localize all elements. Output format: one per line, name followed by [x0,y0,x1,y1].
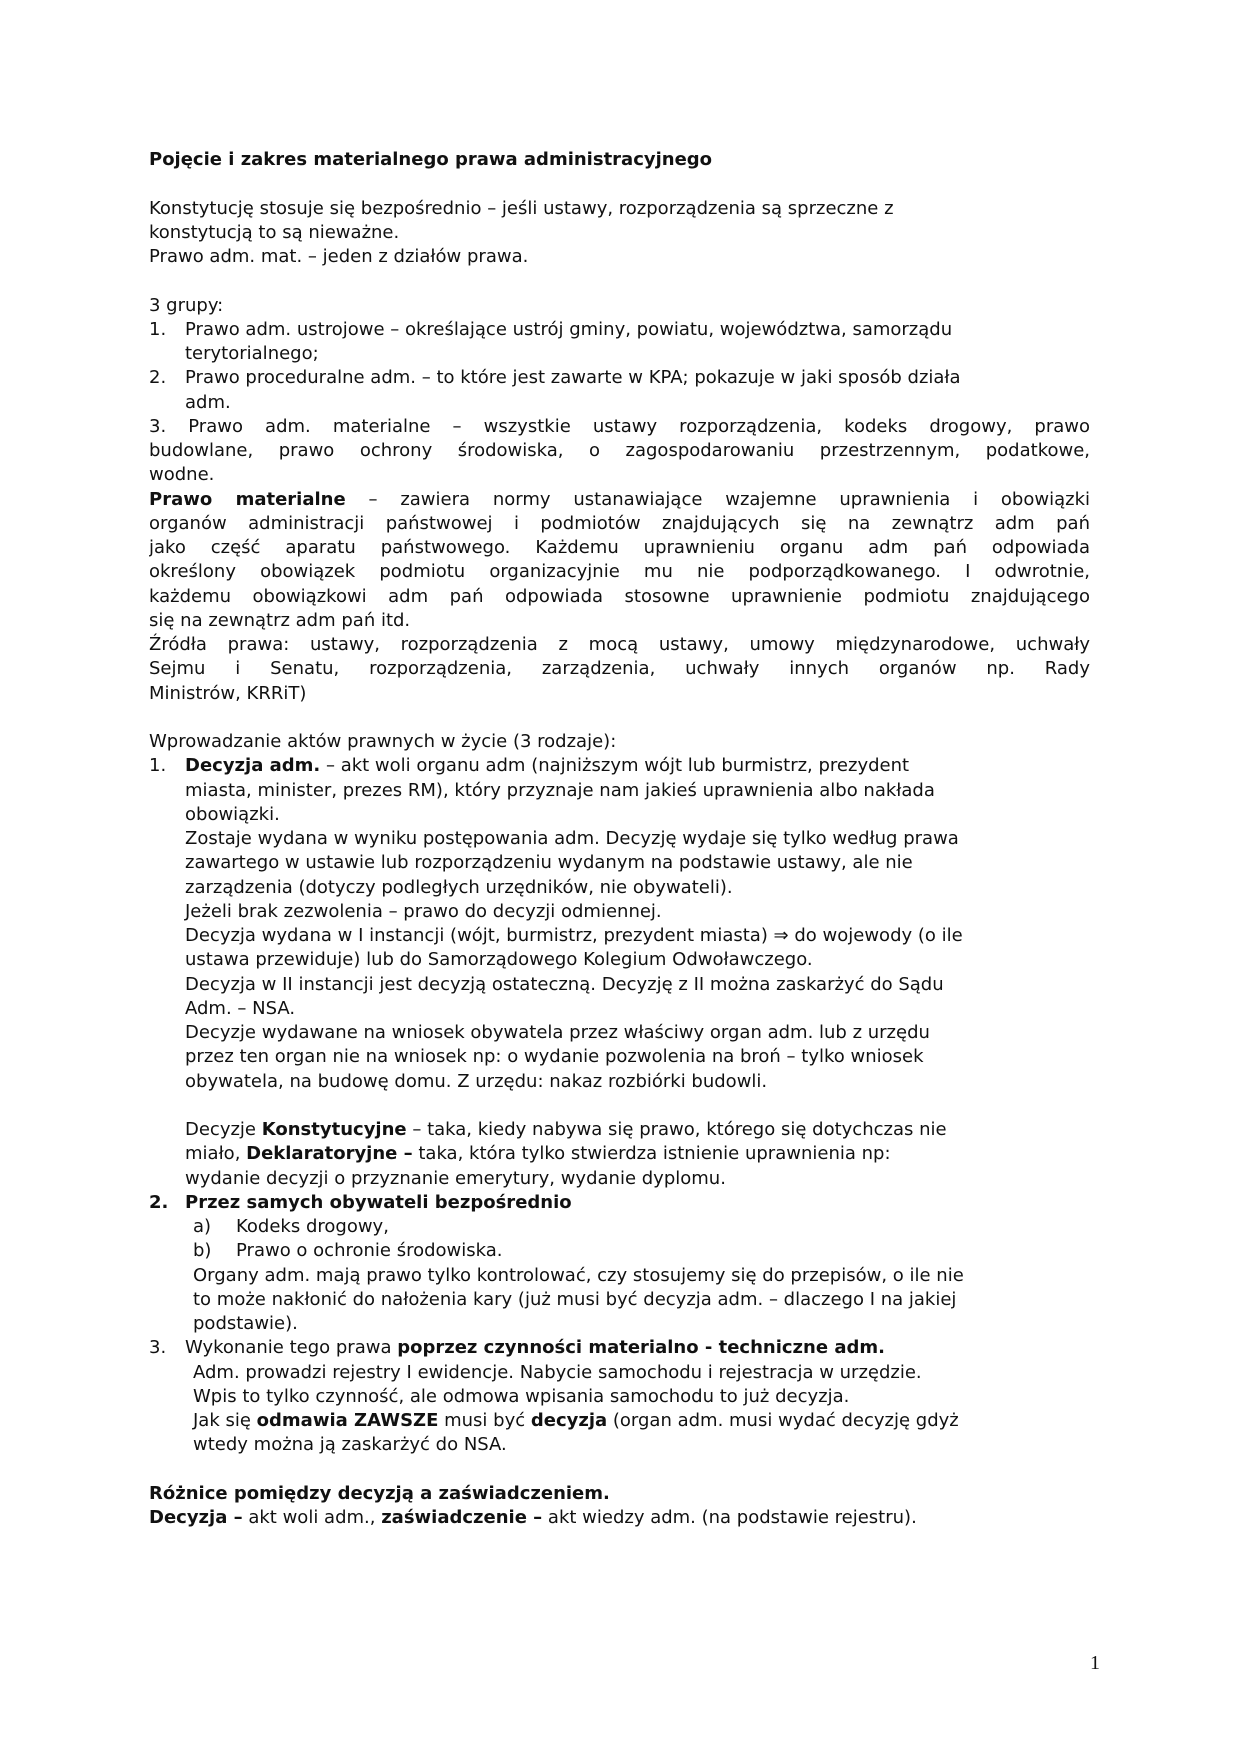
bold-text: Przez samych obywateli bezpośrednio [185,1191,572,1213]
text-line [149,997,1090,1021]
text: – taka, kiedy nabywa się prawo, którego się dotychczas nie [406,1119,947,1140]
text-line [149,1482,1090,1506]
text: określony obowiązek podmiotu organizacyjnie mu nie podporządkowanego. I odwrotnie, [149,561,1090,583]
text-line [149,657,1090,681]
blank-line [149,706,1090,730]
text: obowiązki. [185,803,280,825]
text-line [149,415,1090,439]
text-line [149,900,1090,924]
text: Prawo adm. ustrojowe – określające ustrój gminy, powiatu, województwa, samorządu [185,318,953,340]
text-line [149,633,1090,657]
text: adm. [185,391,231,413]
text-line [149,1142,1090,1166]
text-line [149,148,1090,172]
text: się na zewnątrz adm pań itd. [149,609,411,631]
text-line [149,973,1090,997]
text-line [149,366,1090,390]
list-marker: a) [193,1216,212,1237]
bold-text: Prawo materialne [149,488,346,510]
text: Kodeks drogowy, [236,1216,389,1237]
text-line [149,294,1090,318]
text-line [149,779,1090,803]
text-line [149,1361,1090,1385]
text: Decyzje wydawane na wniosek obywatela przez właściwy organ adm. lub z urzędu [185,1022,930,1043]
text-line [149,463,1090,487]
text: Organy adm. mają prawo tylko kontrolować, czy stosujemy się do przepisów, o ile nie [193,1264,964,1286]
blank-line [149,172,1090,196]
text: Źródła prawa: ustawy, rozporządzenia z mocą ustawy, umowy międzynarodowe, uchwały [149,634,1090,655]
text: miasta, minister, prezes RM), który przyznaje nam jakieś uprawnienia albo nakłada [185,779,935,801]
text: Prawo adm. mat. – jeden z działów prawa. [149,246,529,267]
document-body [149,148,1090,1530]
text: 3 grupy: [149,294,224,316]
bold-text: decyzja [530,1410,608,1431]
text: akt wiedzy adm. (na podstawie rejestru). [542,1507,917,1528]
text-line [149,1336,1090,1360]
list-marker: b) [193,1240,212,1262]
text: wtedy można ją zaskarżyć do NSA. [193,1434,507,1456]
text: 3. Prawo adm. materialne – wszystkie ustawy rozporządzenia, kodeks drogowy, prawo [149,415,1090,437]
text-line [149,803,1090,827]
text: podstawie). [193,1313,298,1334]
text-line [149,342,1090,366]
text: Decyzje [185,1119,262,1140]
text: Jeżeli brak zezwolenia – prawo do decyzji odmiennej. [185,900,662,922]
bold-text: Konstytucyjne [261,1119,407,1140]
text-line [149,682,1090,706]
bold-text: Pojęcie i zakres materialnego prawa administracyjnego [149,149,713,170]
text: wydanie decyzji o przyznanie emerytury, wydanie dyplomu. [185,1167,726,1189]
text: musi być [438,1410,531,1431]
text: jako część aparatu państwowego. Każdemu uprawnieniu organu adm pań odpowiada [149,537,1090,558]
text: Zostaje wydana w wyniku postępowania adm. Decyzję wydaje się tylko według prawa [185,828,959,849]
bold-text: Deklaratoryjne – [246,1143,413,1165]
text-line [149,1045,1090,1069]
text-line [149,221,1090,245]
text-line [149,1167,1090,1191]
list-marker: 3. [149,1337,167,1359]
text-line [149,827,1090,851]
text-line [149,318,1090,342]
text: Adm. – NSA. [185,997,296,1019]
text-line [149,585,1090,609]
text-line [149,536,1090,560]
text: Konstytucję stosuje się bezpośrednio – jeśli ustawy, rozporządzenia są sprzeczne z [149,197,894,219]
text: to może nakłonić do nałożenia kary (już musi być decyzja adm. – dlaczego I na jakiej [193,1288,957,1310]
text: przez ten organ nie na wniosek np: o wydanie pozwolenia na broń – tylko wniosek [185,1046,924,1068]
text: miało, [185,1143,247,1165]
text-line [149,1506,1090,1530]
text: wodne. [149,464,215,486]
text: budowlane, prawo ochrony środowiska, o zagospodarowaniu przestrzennym, podatkowe, [149,440,1090,461]
text: Sejmu i Senatu, rozporządzenia, zarządzenia, uchwały innych organów np. Rady [149,658,1090,680]
text: taka, która tylko stwierdza istnienie uprawnienia np: [412,1143,891,1165]
text: Decyzja w II instancji jest decyzją ostateczną. Decyzję z II można zaskarżyć do Sądu [185,973,944,995]
text: konstytucją to są nieważne. [149,221,400,243]
text-line [149,1118,1090,1142]
text-line [149,1385,1090,1409]
text: – zawiera normy ustanawiające wzajemne uprawnienia i obowiązki [345,488,1090,510]
text-line [149,948,1090,972]
bold-text: Decyzja – [149,1507,243,1528]
text-line [149,1433,1090,1457]
text-line [149,730,1090,754]
bold-text: zaświadczenie – [381,1507,543,1528]
text: Wpis to tylko czynność, ale odmowa wpisania samochodu to już decyzja. [193,1385,850,1407]
text: zarządzenia (dotyczy podległych urzędników, nie obywateli). [185,876,733,898]
text-line [149,924,1090,948]
list-marker: 2. [149,367,167,389]
text: Wprowadzanie aktów prawnych w życie (3 rodzaje): [149,731,617,752]
text: zawartego w ustawie lub rozporządzeniu wydanym na podstawie ustawy, ale nie [185,852,913,874]
text-line [149,1215,1090,1239]
text-line [149,391,1090,415]
text: organów administracji państwowej i podmiotów znajdujących się na zewnątrz adm pań [149,512,1090,534]
text-line [149,1239,1090,1263]
list-marker: 2. [149,1191,169,1213]
list-marker: 1. [149,318,167,340]
blank-line [149,269,1090,293]
text: każdemu obowiązkowi adm pań odpowiada stosowne uprawnienie podmiotu znajdującego [149,585,1090,607]
text: terytorialnego; [185,343,319,364]
list-marker: 1. [149,755,167,777]
text: Adm. prowadzi rejestry I ewidencje. Nabycie samochodu i rejestracja w urzędzie. [193,1361,922,1383]
text-line [149,876,1090,900]
text-line [149,1312,1090,1336]
text-line [149,439,1090,463]
text: – akt woli organu adm (najniższym wójt lub burmistrz, prezydent [320,755,910,777]
bold-text: Różnice pomiędzy decyzją a zaświadczeniem. [149,1482,610,1504]
text: obywatela, na budowę domu. Z urzędu: nakaz rozbiórki budowli. [185,1070,768,1092]
text: Prawo o ochronie środowiska. [236,1240,503,1262]
text-line [149,1264,1090,1288]
text-line [149,245,1090,269]
text-line [149,488,1090,512]
text-line [149,560,1090,584]
text-line [149,512,1090,536]
text-line [149,851,1090,875]
page-number: 1 [1090,1652,1100,1674]
text-line [149,754,1090,778]
text: Jak się [193,1410,257,1431]
text-line [149,1288,1090,1312]
text-line [149,1191,1090,1215]
text: Prawo proceduralne adm. – to które jest zawarte w KPA; pokazuje w jaki sposób działa [185,367,961,389]
text: Ministrów, KRRiT) [149,682,307,704]
text-line [149,1409,1090,1433]
bold-text: Decyzja adm. [185,755,321,777]
text-line [149,1070,1090,1094]
blank-line [149,1458,1090,1482]
bold-text: odmawia ZAWSZE [256,1410,439,1431]
text: Decyzja wydana w I instancji (wójt, burmistrz, prezydent miasta) ⇒ do wojewody (o ile [185,925,963,946]
text: (organ adm. musi wydać decyzję gdyż [607,1410,959,1431]
bold-text: poprzez czynności materialno - techniczne adm. [397,1337,885,1359]
text-line [149,1021,1090,1045]
text-line [149,609,1090,633]
text: Wykonanie tego prawa [185,1337,398,1359]
text-line [149,197,1090,221]
text: ustawa przewiduje) lub do Samorządowego Kolegium Odwoławczego. [185,949,813,971]
text: akt woli adm., [242,1507,382,1528]
blank-line [149,1094,1090,1118]
